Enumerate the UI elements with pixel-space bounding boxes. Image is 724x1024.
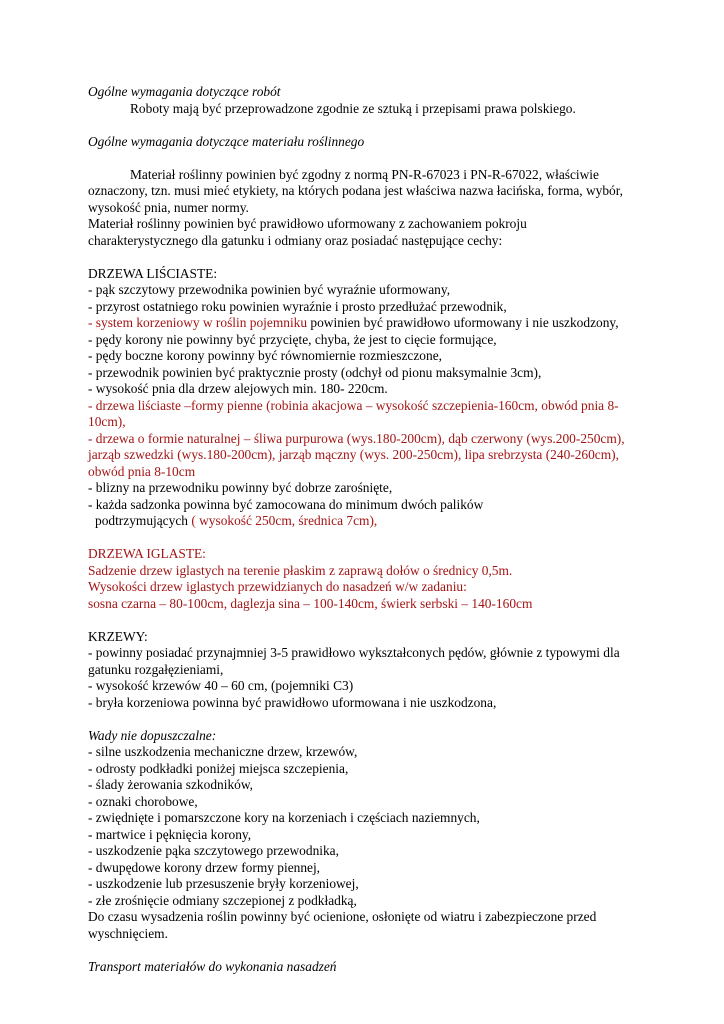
section-heading-plant-material: Ogólne wymagania dotyczące materiału roślinnego xyxy=(88,133,365,149)
highlighted-text: - system korzeniowy w roślin pojemniku xyxy=(88,315,308,330)
list-item-continuation: jarząb szwedzki (wys.180-200cm), jarząb mączny (wys. 200-250cm), lipa srebrzysta (240-260cm), xyxy=(88,447,619,462)
conifers-line: sosna czarna – 80-100cm, daglezja sina – 100-140cm, świerk serbski – 140-160cm xyxy=(88,595,533,611)
paragraph-form-line2: charakterystycznego dla gatunku i odmiany oraz posiadać następujące cechy: xyxy=(88,232,503,248)
list-item: - drzewa liściaste –formy pienne (robinia akacjowa – wysokość szczepienia-160cm, obwód pnia 8- xyxy=(88,397,619,413)
list-item-continuation: podtrzymujących ( wysokość 250cm, średnica 7cm), xyxy=(95,513,378,528)
list-item: - pędy korony nie powinny być przycięte, chyba, że jest to cięcie formujące, xyxy=(88,331,497,347)
list-item: - uszkodzenie pąka szczytowego przewodnika, xyxy=(88,843,339,858)
list-item: - system korzeniowy w roślin pojemniku powinien być prawidłowo uformowany i nie uszkodzony, xyxy=(88,315,619,330)
list-item: - uszkodzenie lub przesuszenie bryły korzeniowej, xyxy=(88,876,359,891)
list-item: - oznaki chorobowe, xyxy=(88,793,198,809)
paragraph-norm-line1: Materiał roślinny powinien być zgodny z normą PN-R-67023 i PN-R-67022, właściwie xyxy=(130,166,599,182)
list-item: - zwiędnięte i pomarszczone kory na korzeniach i częściach naziemnych, xyxy=(88,810,480,825)
list-item: - przewodnik powinien być praktycznie prosty (odchył od pionu maksymalnie 3cm), xyxy=(88,364,542,380)
list-item: - pędy boczne korony powinny być równomiernie rozmieszczone, xyxy=(88,348,442,363)
paragraph-norm-line3: wysokość pnia, numer normy. xyxy=(88,199,249,215)
list-item: - bryła korzeniowa powinna być prawidłowo uformowana i nie uszkodzona, xyxy=(88,694,497,710)
list-item: - wysokość pnia dla drzew alejowych min. 180- 220cm. xyxy=(88,381,388,396)
list-item: - dwupędowe korony drzew formy piennej, xyxy=(88,859,321,875)
list-item: - blizny na przewodniku powinny być dobrze zarośnięte, xyxy=(88,480,393,495)
list-item-continuation: 10cm), xyxy=(88,414,126,429)
list-item: - drzewa o formie naturalnej – śliwa purpurowa (wys.180-200cm), dąb czerwony (wys.200-250cm), xyxy=(88,430,625,446)
list-item: - martwice i pęknięcia korony, xyxy=(88,826,252,842)
list-item: - złe zrośnięcie odmiany szczepionej z podkładką, xyxy=(88,892,357,908)
list-item-continuation: obwód pnia 8-10cm xyxy=(88,463,196,479)
conifers-line: Wysokości drzew iglastych przewidzianych do nasadzeń w/w zadaniu: xyxy=(88,579,467,594)
list-item: - powinny posiadać przynajmniej 3-5 prawidłowo wykształconych pędów, głównie z typowymi dla xyxy=(88,645,620,660)
list-item: - silne uszkodzenia mechaniczne drzew, krzewów, xyxy=(88,744,358,759)
paragraph-norm-line2: oznaczony, tzn. musi mieć etykiety, na których podana jest właściwa nazwa łacińska, forma, wybór, xyxy=(88,183,624,198)
list-item-continuation: gatunku rozgałęzieniami, xyxy=(88,661,224,677)
list-item: - ślady żerowania szkodników, xyxy=(88,777,253,792)
conifers-line: Sadzenie drzew iglastych na terenie płaskim z zaprawą dołów o średnicy 0,5m. xyxy=(88,562,513,578)
list-item: - każda sadzonka powinna być zamocowana do minimum dwóch palików xyxy=(88,496,484,512)
document-content xyxy=(88,84,640,975)
highlighted-text: ( wysokość 250cm, średnica 7cm), xyxy=(187,513,378,528)
section-heading-works: Ogólne wymagania dotyczące robót xyxy=(88,84,281,99)
list-item: - odrosty podkładki poniżej miejsca szczepienia, xyxy=(88,760,349,776)
paragraph-works: Roboty mają być przeprowadzone zgodnie ze sztuką i przepisami prawa polskiego. xyxy=(130,100,576,116)
paragraph-form-line1: Materiał roślinny powinien być prawidłowo uformowany z zachowaniem pokroju xyxy=(88,216,527,231)
list-item: - przyrost ostatniego roku powinien wyraźnie i prosto przedłużać przewodnik, xyxy=(88,298,507,314)
heading-shrubs: KRZEWY: xyxy=(88,628,148,644)
list-item: - wysokość krzewów 40 – 60 cm, (pojemniki C3) xyxy=(88,678,354,693)
heading-deciduous: DRZEWA LIŚCIASTE: xyxy=(88,265,218,281)
heading-defects: Wady nie dopuszczalne: xyxy=(88,727,217,743)
section-heading-transport: Transport materiałów do wykonania nasadzeń xyxy=(88,958,337,974)
defects-closing-line1: Do czasu wysadzenia roślin powinny być ocienione, osłonięte od wiatru i zabezpieczone przed xyxy=(88,909,597,924)
heading-conifers: DRZEWA IGLASTE: xyxy=(88,546,206,561)
list-item: - pąk szczytowy przewodnika powinien być wyraźnie uformowany, xyxy=(88,282,451,297)
defects-closing-line2: wyschnięciem. xyxy=(88,925,168,941)
